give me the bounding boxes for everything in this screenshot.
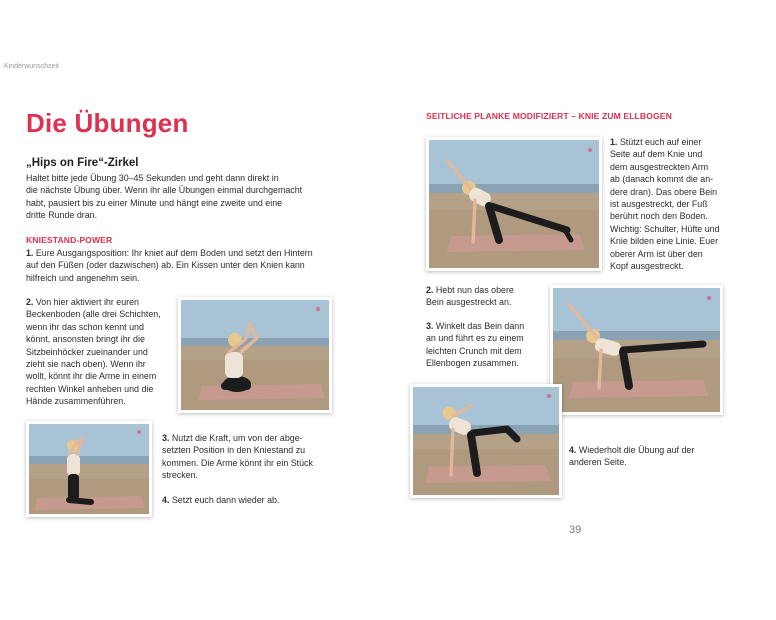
step-text: strecken.	[162, 470, 199, 481]
step-number: 4.	[569, 445, 577, 455]
step-text: dem ausgestreckten Arm	[610, 161, 709, 172]
step-text: dere dran). Das obere Bein	[610, 186, 718, 197]
step-number: 3.	[426, 321, 434, 331]
page-number: 39	[569, 524, 582, 536]
step-text: Beckenboden (alle drei Schichten,	[26, 309, 161, 320]
step-number: 4.	[162, 495, 170, 505]
left-step-2	[26, 296, 176, 408]
step-number: 2.	[26, 297, 34, 307]
step-text: Setzt euch dann wieder ab.	[169, 495, 280, 505]
step-text: setzten Position in den Kniestand zu	[162, 445, 306, 456]
step-text: Hebt nun das obere	[433, 285, 514, 295]
left-step-4	[162, 494, 332, 506]
step-text: wenn ihr das schon kennt und	[26, 321, 144, 332]
photo-side-plank-crunch	[410, 384, 562, 498]
step-number: 3.	[162, 433, 170, 443]
step-text: könnt, ansonsten bringt ihr die	[26, 334, 145, 345]
step-text: oberer Arm ist über den	[610, 248, 703, 259]
step-text: wollt, könnt ihr die Arme in einem	[26, 371, 157, 382]
step-text: Winkelt das Bein dann	[433, 321, 525, 331]
intro-line: dritte Runde dran.	[26, 210, 98, 221]
step-text: Eure Ausgangsposition: Ihr kniet auf dem Boden und setzt den Hintern	[33, 248, 313, 258]
intro-line: Haltet bitte jede Übung 30–45 Sekunden und geht dann direkt in	[26, 173, 279, 183]
step-text: Bein ausgestreckt an.	[426, 297, 512, 308]
running-head: Kinderwunschzeit	[4, 63, 59, 70]
step-text: Wiederholt die Übung auf der	[576, 445, 695, 455]
right-step-4	[569, 444, 739, 469]
step-text: Ellenbogen zusammen.	[426, 358, 519, 369]
step-text: Wichtig: Schulter, Hüfte und	[610, 223, 720, 234]
intro-line: habt, pausiert bis zu einer Minute und hängt eine zweite und eine	[26, 197, 283, 208]
step-text: ist ausgestreckt, der Fuß	[610, 199, 708, 210]
photo-side-plank-arm-overhead	[426, 137, 602, 271]
step-number: 2.	[426, 285, 434, 295]
photo-kneeling-arms-angled	[178, 297, 332, 413]
step-text: Sitzbeinhöcker zueinander und	[26, 346, 148, 357]
step-text: Kopf ausgestreckt.	[610, 261, 684, 272]
step-text: berührt noch den Boden.	[610, 211, 708, 222]
intro-paragraph	[26, 172, 356, 222]
right-step-3	[426, 320, 546, 370]
step-text: anderen Seite.	[569, 457, 627, 468]
step-number: 1.	[26, 248, 34, 258]
left-step-3	[162, 432, 332, 482]
section-heading: „Hips on Fire“-Zirkel	[26, 157, 139, 169]
step-text: Hände zusammenführen.	[26, 396, 126, 407]
step-text: hilfreich und angenehm sein.	[26, 272, 140, 283]
photo-side-plank-leg-lifted	[550, 285, 723, 415]
right-step-1	[610, 136, 770, 272]
step-number: 1.	[610, 137, 618, 147]
exercise-heading-kneeling: KNIESTAND-POWER	[26, 235, 113, 245]
step-text: an und führt es zu einem	[426, 333, 524, 344]
step-text: zieht sie nach oben). Wenn ihr	[26, 359, 146, 370]
step-text: auf den Füßen (oder dazwischen) ab. Ein Kissen unter den Knien kann	[26, 260, 305, 271]
step-text: Seite auf dem Knie und	[610, 149, 703, 160]
photo-kneeling-stand	[26, 421, 152, 517]
exercise-heading-side-plank: SEITLICHE PLANKE MODIFIZIERT – KNIE ZUM ELLBOGEN	[426, 111, 672, 121]
intro-line: die nächste Übung über. Wenn ihr alle Übungen einmal durchgemacht	[26, 185, 303, 196]
step-text: Knie bilden eine Linie. Euer	[610, 236, 719, 247]
step-text: kommen. Die Arme könnt ihr ein Stück	[162, 457, 313, 468]
left-step-1	[26, 247, 366, 284]
step-text: Nutzt die Kraft, um von der abge-	[169, 433, 303, 443]
page-title: Die Übungen	[26, 108, 189, 138]
step-text: rechten Winkel anheben und die	[26, 383, 154, 394]
step-text: Von hier aktiviert ihr euren	[33, 297, 139, 307]
step-text: Stützt euch auf einer	[617, 137, 702, 147]
right-step-2	[426, 284, 546, 309]
step-text: ab (danach kommt die an-	[610, 174, 714, 185]
step-text: leichten Crunch mit dem	[426, 345, 522, 356]
